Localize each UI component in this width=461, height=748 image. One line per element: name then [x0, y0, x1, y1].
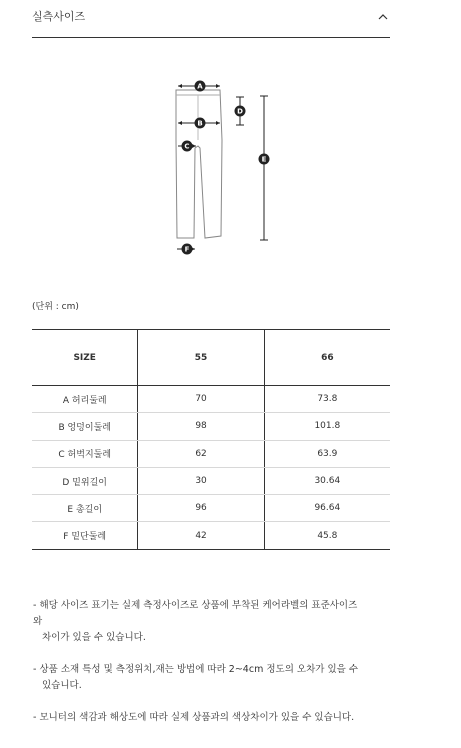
note-text: - 모니터의 색감과 해상도에 따라 실제 상품과의 색상차이가 있을 수 있습니다.	[33, 712, 355, 723]
cell-55: 98	[138, 413, 264, 440]
cell-66: 45.8	[264, 522, 390, 549]
measure-d	[235, 97, 246, 125]
section-title: 실측사이즈	[32, 10, 86, 23]
row-label: E 총길이	[32, 495, 138, 522]
cell-55: 42	[138, 522, 264, 549]
marker-f: F	[184, 245, 190, 254]
size-notes	[33, 598, 363, 742]
table-row	[32, 467, 390, 494]
cell-55: 96	[138, 495, 264, 522]
column-header-66: 66	[264, 330, 390, 386]
note-text: - 해당 사이즈 표기는 실제 측정사이즈로 상품에 부착된 케어라벨의 표준사이즈와	[33, 600, 358, 627]
note-text: 차이가 있을 수 있습니다.	[42, 632, 146, 643]
cell-55: 30	[138, 467, 264, 494]
note-item	[33, 598, 363, 646]
row-label: A 허리둘레	[32, 386, 138, 413]
note-text: 있습니다.	[42, 680, 82, 691]
marker-c: C	[184, 142, 190, 151]
table-header-row	[32, 330, 390, 386]
marker-d: D	[237, 107, 243, 116]
cell-66: 63.9	[264, 440, 390, 467]
cell-66: 30.64	[264, 467, 390, 494]
cell-55: 70	[138, 386, 264, 413]
table-row	[32, 440, 390, 467]
table-row	[32, 413, 390, 440]
measure-f	[177, 244, 195, 255]
cell-66: 73.8	[264, 386, 390, 413]
cell-55: 62	[138, 440, 264, 467]
note-item	[33, 710, 363, 726]
note-item	[33, 662, 363, 694]
chevron-up-icon[interactable]	[376, 10, 390, 24]
pants-illustration	[176, 90, 222, 238]
row-label: F 밑단둘레	[32, 522, 138, 549]
size-table	[32, 329, 390, 550]
pants-measurement-diagram	[162, 78, 282, 260]
table-row	[32, 495, 390, 522]
marker-e: E	[261, 155, 267, 164]
unit-label: (단위 : cm)	[32, 302, 79, 312]
cell-66: 96.64	[264, 495, 390, 522]
column-header-size: SIZE	[32, 330, 138, 386]
note-text: - 상품 소재 특성 및 측정위치,재는 방법에 따라 2~4cm 정도의 오차가 있을 수	[33, 664, 358, 675]
cell-66: 101.8	[264, 413, 390, 440]
size-section-header[interactable]	[32, 0, 390, 38]
table-row	[32, 522, 390, 549]
row-label: D 밑위길이	[32, 467, 138, 494]
row-label: C 허벅지둘레	[32, 440, 138, 467]
marker-b: B	[197, 119, 203, 128]
column-header-55: 55	[138, 330, 264, 386]
table-row	[32, 386, 390, 413]
row-label: B 엉덩이둘레	[32, 413, 138, 440]
measure-e	[259, 96, 270, 240]
marker-a: A	[197, 82, 203, 91]
